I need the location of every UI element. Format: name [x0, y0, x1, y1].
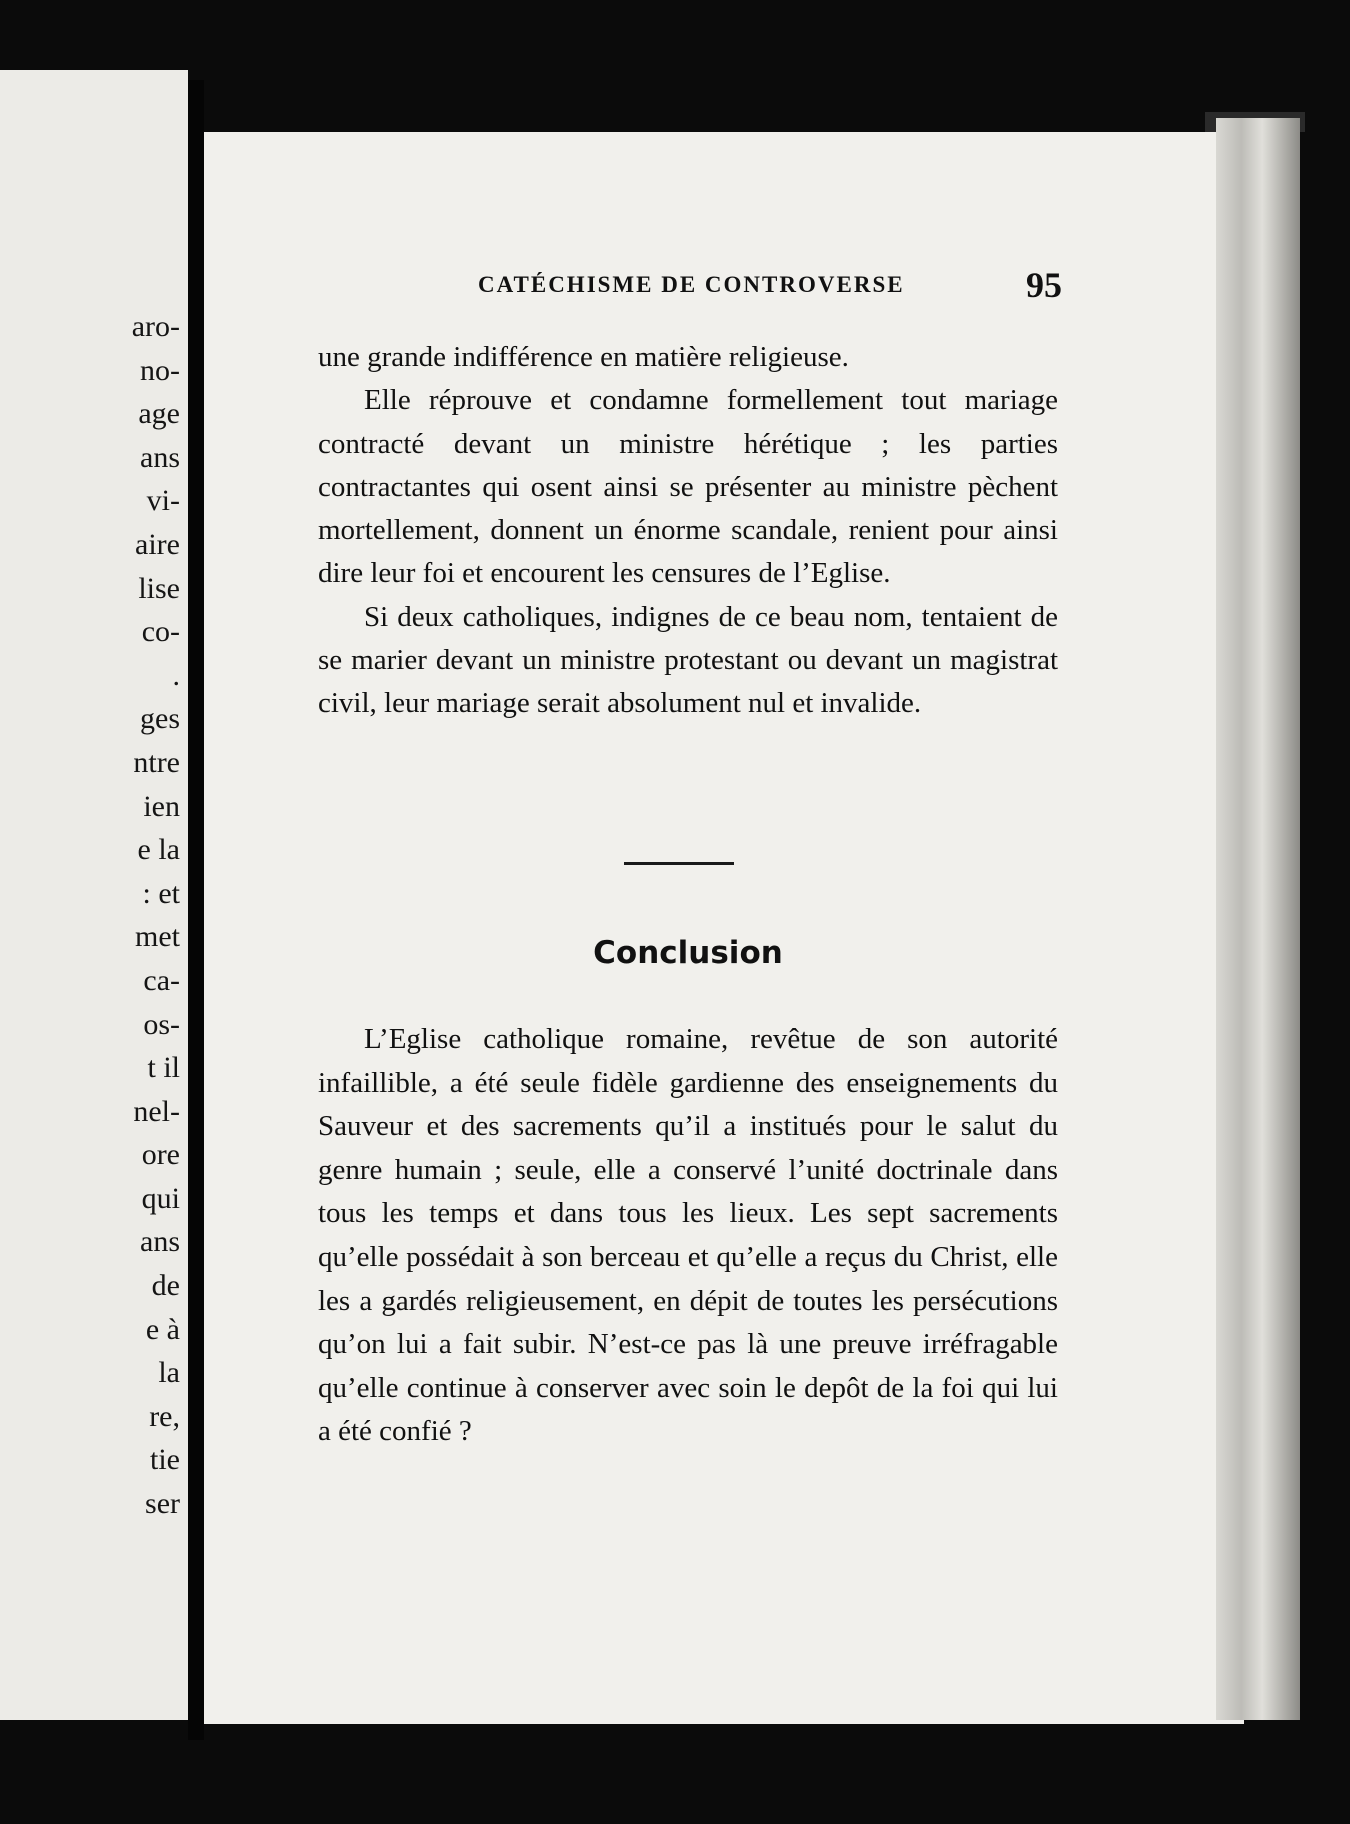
previous-page-line: ntre — [133, 745, 180, 779]
running-head — [478, 265, 1062, 308]
previous-page-line: t il — [147, 1051, 180, 1085]
previous-page-line: ans — [140, 440, 180, 474]
page-number: 95 — [1026, 265, 1062, 305]
previous-page-line: de — [151, 1269, 180, 1303]
previous-page-text — [132, 305, 180, 1526]
previous-page-line: no- — [140, 353, 180, 387]
section-body — [318, 1018, 1058, 1454]
book-gutter — [188, 80, 204, 1740]
section-heading: Conclusion — [593, 935, 783, 971]
paragraph: L’Eglise catholique romaine, revêtue de son autorité infaillible, a été seule fidèle gardienne des enseignements du Sauveur et des sacrements qu’il a institués pour le salut du genre humain ; seule, elle a conservé l’unité doctrinale dans tous les temps et dans tous les lieux. Les sept sacrements qu’elle possédait à son berceau et qu’elle a reçus du Christ, elle les a gardés religieusement, en dépit de toutes les persécutions qu’on lui a fait subir. N’est-ce pas là une preuve irréfragable qu’elle continue à conserver avec soin le depôt de la foi qui lui a été confié ? — [318, 1023, 1058, 1448]
previous-page-line: lise — [138, 571, 180, 605]
previous-page-line: : et — [142, 876, 180, 910]
page-stack-edge — [1216, 118, 1300, 1720]
previous-page-line: ges — [140, 702, 180, 736]
previous-page-line: ans — [140, 1225, 180, 1259]
previous-page-line: aro- — [131, 310, 180, 343]
previous-page-line: ien — [143, 789, 180, 823]
previous-page-line: vi- — [146, 484, 180, 518]
previous-page-line: e à — [145, 1312, 180, 1346]
previous-page-line: os- — [143, 1007, 180, 1041]
section-divider — [624, 862, 734, 865]
previous-page-line: tie — [150, 1443, 180, 1477]
paragraph: Si deux catholiques, indignes de ce beau nom, tentaient de se marier devant un ministre protestant ou devant un magistrat civil, leur mariage serait absolument nul et invalide. — [318, 600, 1058, 720]
previous-page-line: age — [138, 397, 180, 431]
previous-page-line: . — [172, 658, 180, 692]
previous-page-line: e la — [137, 833, 180, 867]
previous-page-line: ser — [145, 1487, 180, 1521]
paragraph: Elle réprouve et condamne formellement tout mariage contracté devant un ministre hérétique ; les parties contractantes qui osent ainsi se présenter au ministre pèchent mortellement, donnent un énorme scandale, renient pour ainsi dire leur foi et encourent les censures de l’Eglise. — [318, 384, 1058, 590]
body-text — [318, 336, 1058, 726]
running-title: CATÉCHISME DE CONTROVERSE — [478, 272, 905, 297]
previous-page-line: qui — [141, 1181, 180, 1215]
previous-page-line: ore — [141, 1138, 180, 1172]
previous-page-line: la — [158, 1356, 180, 1390]
previous-page-line: met — [135, 920, 180, 954]
previous-page-line: ca- — [143, 963, 180, 997]
paragraph-continuation: une grande indifférence en matière religieuse. — [318, 341, 849, 373]
previous-page-line: aire — [135, 527, 180, 561]
previous-page — [0, 70, 188, 1720]
previous-page-line: nel- — [133, 1094, 180, 1128]
previous-page-line: re, — [149, 1399, 180, 1433]
previous-page-line: co- — [141, 615, 180, 649]
